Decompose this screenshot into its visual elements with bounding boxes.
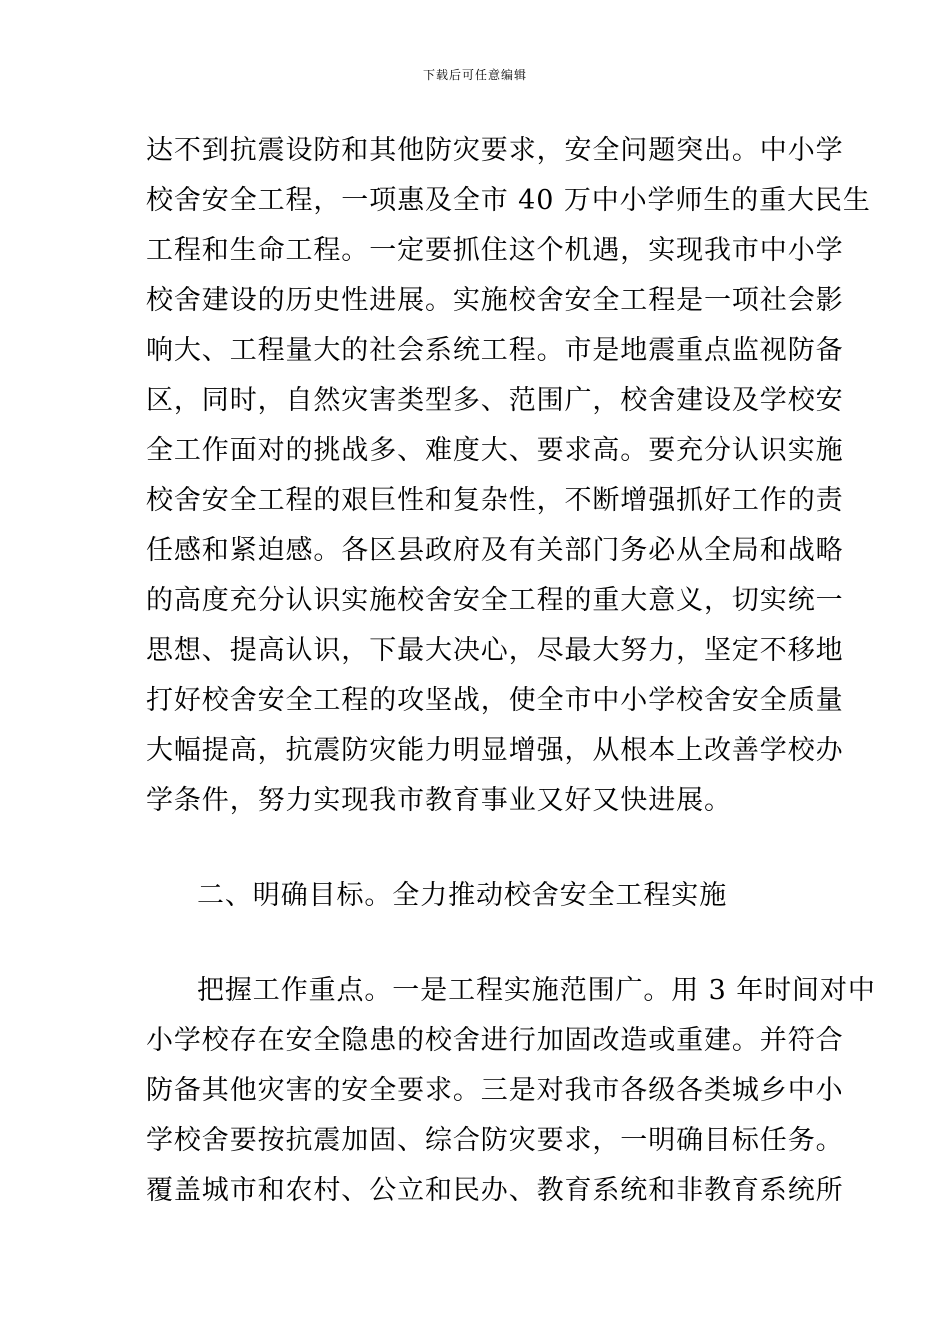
paragraph-line: 响大、工程量大的社会系统工程。市是地震重点监视防备 xyxy=(146,335,844,366)
section-heading: 二、明确目标。全力推动校舍安全工程实施 xyxy=(197,880,728,911)
page-header-note: 下载后可任意编辑 xyxy=(422,68,527,82)
paragraph-line: 的高度充分认识实施校舍安全工程的重大意义，切实统一 xyxy=(146,585,844,616)
paragraph-line: 大幅提高，抗震防灾能力明显增强，从根本上改善学校办 xyxy=(146,735,844,766)
paragraph-line: 达不到抗震设防和其他防灾要求，安全问题突出。中小学 xyxy=(146,135,844,166)
paragraph-line: 覆盖城市和农村、公立和民办、教育系统和非教育系统所 xyxy=(146,1175,844,1206)
paragraph-line: 全工作面对的挑战多、难度大、要求高。要充分认识实施 xyxy=(146,435,844,466)
paragraph-line: 防备其他灾害的安全要求。三是对我市各级各类城乡中小 xyxy=(146,1075,844,1106)
paragraph-line: 把握工作重点。一是工程实施范围广。用 3 年时间对中 xyxy=(197,975,876,1006)
paragraph-line: 小学校存在安全隐患的校舍进行加固改造或重建。并符合 xyxy=(146,1025,844,1056)
paragraph-line: 任感和紧迫感。各区县政府及有关部门务必从全局和战略 xyxy=(146,535,844,566)
paragraph-line: 学校舍要按抗震加固、综合防灾要求，一明确目标任务。 xyxy=(146,1125,844,1156)
paragraph-line: 校舍安全工程的艰巨性和复杂性，不断增强抓好工作的责 xyxy=(146,485,844,516)
paragraph-line: 工程和生命工程。一定要抓住这个机遇，实现我市中小学 xyxy=(146,235,844,266)
paragraph-line: 校舍建设的历史性进展。实施校舍安全工程是一项社会影 xyxy=(146,285,844,316)
paragraph-line: 区，同时，自然灾害类型多、范围广，校舍建设及学校安 xyxy=(146,385,844,416)
paragraph-line: 校舍安全工程，一项惠及全市 40 万中小学师生的重大民生 xyxy=(146,185,871,216)
paragraph-line: 思想、提高认识，下最大决心，尽最大努力，坚定不移地 xyxy=(146,635,844,666)
paragraph-line: 学条件，努力实现我市教育事业又好又快进展。 xyxy=(146,785,732,816)
paragraph-line: 打好校舍安全工程的攻坚战，使全市中小学校舍安全质量 xyxy=(146,685,844,716)
